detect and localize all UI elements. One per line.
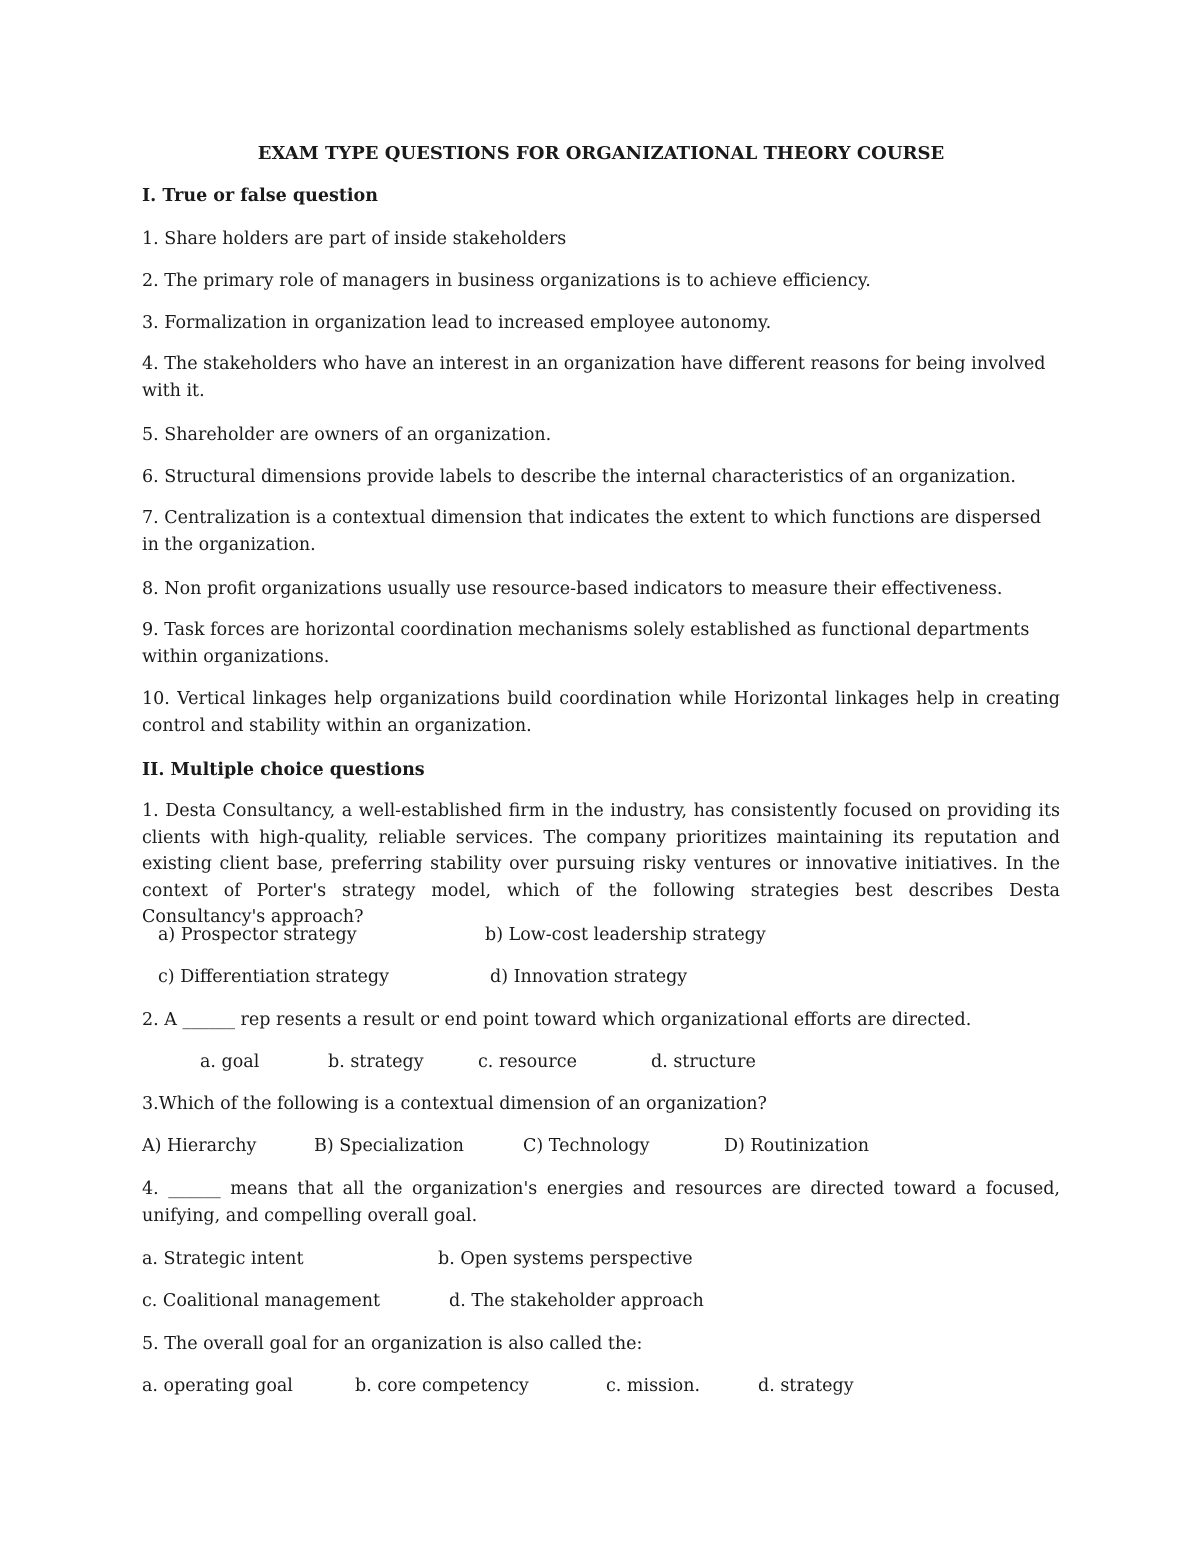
- tf-question-1: 1. Share holders are part of inside stakeholders: [142, 229, 567, 249]
- mc-q2-option-a: a. goal: [200, 1052, 260, 1072]
- mc-q3-option-c: C) Technology: [523, 1136, 650, 1156]
- mc-question-5: 5. The overall goal for an organization is also called the:: [142, 1334, 643, 1354]
- mc-question-3: 3.Which of the following is a contextual dimension of an organization?: [142, 1094, 767, 1114]
- tf-question-6: 6. Structural dimensions provide labels to describe the internal characteristics of an organization.: [142, 467, 1016, 487]
- tf-question-10: 10. Vertical linkages help organizations build coordination while Horizontal linkages help in creating control and stability within an organization.: [142, 689, 1060, 736]
- mc-q4-option-b: b. Open systems perspective: [438, 1249, 693, 1269]
- section-heading-multiple-choice: II. Multiple choice questions: [142, 760, 425, 780]
- tf-question-8: 8. Non profit organizations usually use resource-based indicators to measure their effectiveness.: [142, 579, 1003, 599]
- mc-q5-option-a: a. operating goal: [142, 1376, 293, 1396]
- section-heading-true-false: I. True or false question: [142, 186, 378, 206]
- mc-q4-option-c: c. Coalitional management: [142, 1291, 381, 1311]
- mc-q5-option-d: d. strategy: [758, 1376, 854, 1396]
- mc-q5-option-c: c. mission.: [606, 1376, 701, 1396]
- tf-question-7: 7. Centralization is a contextual dimension that indicates the extent to which functions are dispersed in the organization.: [142, 508, 1042, 555]
- mc-q4-option-d: d. The stakeholder approach: [449, 1291, 704, 1311]
- tf-question-2: 2. The primary role of managers in business organizations is to achieve efficiency.: [142, 271, 871, 291]
- tf-question-5: 5. Shareholder are owners of an organization.: [142, 425, 552, 445]
- tf-question-4: 4. The stakeholders who have an interest in an organization have different reasons for being involved with it.: [142, 354, 1046, 401]
- mc-q2-option-c: c. resource: [478, 1052, 577, 1072]
- mc-q1-option-d: d) Innovation strategy: [490, 967, 688, 987]
- mc-q1-option-b: b) Low-cost leadership strategy: [485, 925, 766, 945]
- mc-q3-option-d: D) Routinization: [724, 1136, 869, 1156]
- document-title: EXAM TYPE QUESTIONS FOR ORGANIZATIONAL THEORY COURSE: [257, 143, 945, 164]
- mc-q1-option-c: c) Differentiation strategy: [158, 967, 389, 987]
- mc-q1-option-a: a) Prospector strategy: [158, 925, 357, 945]
- mc-question-1: 1. Desta Consultancy, a well-established firm in the industry, has consistently focused on providing its clients with high-quality, reliable services. The company prioritizes maintaining its reputation and existing client base, preferring stability over pursuing risky ventures or innovative initiatives. In the context of Porter's strategy model, which of the following strategies best describes Desta Consultancy's approach?: [142, 801, 1060, 927]
- mc-question-4: 4. ______ means that all the organization's energies and resources are directed toward a focused, unifying, and compelling overall goal.: [142, 1179, 1060, 1226]
- mc-q3-option-a: A) Hierarchy: [142, 1136, 257, 1156]
- mc-q2-option-d: d. structure: [651, 1052, 756, 1072]
- mc-question-2: 2. A ______ rep resents a result or end point toward which organizational efforts are directed.: [142, 1010, 972, 1030]
- mc-q4-option-a: a. Strategic intent: [142, 1249, 304, 1269]
- mc-q5-option-b: b. core competency: [355, 1376, 529, 1396]
- tf-question-3: 3. Formalization in organization lead to increased employee autonomy.: [142, 313, 772, 333]
- mc-q2-option-b: b. strategy: [328, 1052, 424, 1072]
- mc-q3-option-b: B) Specialization: [314, 1136, 464, 1156]
- tf-question-9: 9. Task forces are horizontal coordination mechanisms solely established as functional departments within organizations.: [142, 620, 1030, 667]
